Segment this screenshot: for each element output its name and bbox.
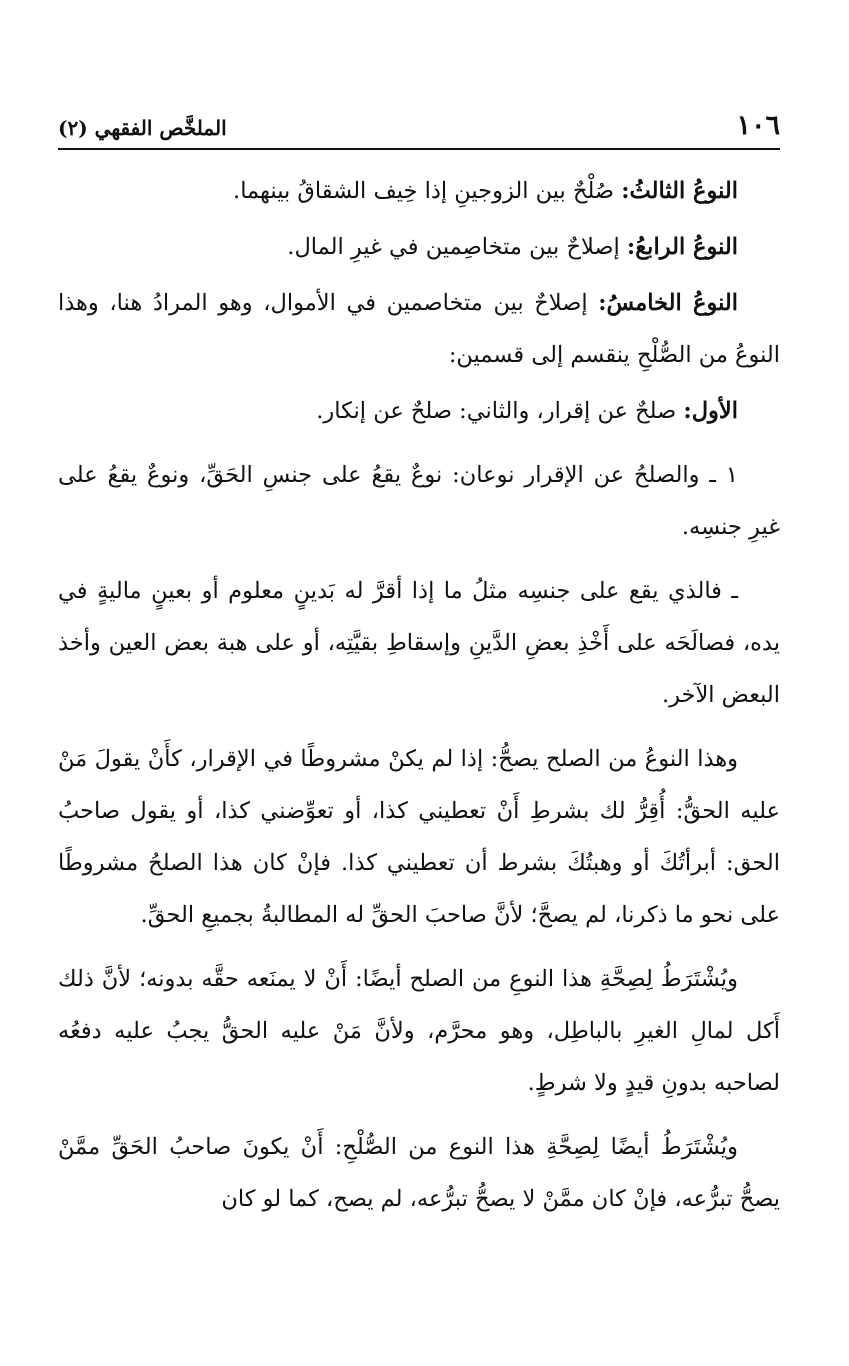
paragraph-lead: النوعُ الثالثُ: [621,178,738,204]
paragraph-third-type [58,165,780,217]
paragraph-same-kind [58,565,780,721]
page-header [58,110,780,150]
running-title: الملخَّص الفقهي (٢) [58,116,227,140]
paragraph-lead: الأول: [683,398,738,424]
paragraph-text: ١ ـ والصلحُ عن الإقرار نوعان: نوعٌ يقعُ على جنسِ الحَقِّ، ونوعٌ يقعُ على غيرِ جنسِه. [58,462,780,540]
paragraph-settlement-by-acknowledgment [58,449,780,553]
paragraph-text: صُلْحٌ بين الزوجينِ إذا خِيف الشقاقُ بينهما. [233,178,622,204]
paragraph-text: ويُشْتَرَطُ أيضًا لِصِحَّةِ هذا النوع من الصُّلْحِ: أَنْ يكونَ صاحبُ الحَقِّ ممَّنْ يصحُّ تبرُّعه، فإنْ كان ممَّنْ لا يصحُّ تبرُّعه، لم يصح، كما لو كان [58,1134,780,1212]
page-number: ١٠٦ [736,110,780,141]
paragraph-text: صلحٌ عن إقرار، والثاني: صلحٌ عن إنكار. [316,398,684,424]
paragraph-text: ـ فالذي يقع على جنسِه مثلُ ما إذا أقرَّ له بَدينٍ معلوم أو بعينٍ ماليةٍ في يده، فصالَحَه على أَخْذِ بعضِ الدَّينِ وإسقاطِ بقيَّتِه، أو على هبة بعض العين وأخذ البعض الآخر. [58,578,780,708]
page-body [58,165,780,1237]
paragraph-fifth-type [58,277,780,381]
paragraph-lead: النوعُ الخامسُ: [598,290,738,316]
paragraph-validity-condition [58,733,780,941]
paragraph-text: إصلاحٌ بين متخاصمين في الأموال، وهو المرادُ هنا، وهذا النوعُ من الصُّلْحِ ينقسم إلى قسمين: [58,290,780,368]
paragraph-third-condition [58,1121,780,1225]
paragraph-lead: النوعُ الرابعُ: [626,234,738,260]
paragraph-second-condition [58,953,780,1109]
paragraph-two-sections [58,385,780,437]
paragraph-text: إصلاحٌ بين متخاصِمين في غيرِ المال. [287,234,627,260]
paragraph-fourth-type [58,221,780,273]
paragraph-text: ويُشْتَرَطُ لِصِحَّةِ هذا النوعِ من الصلح أيضًا: أَنْ لا يمنَعه حقَّه بدونه؛ لأنَّ ذلك أَكل لمالِ الغيرِ بالباطِل، وهو محرَّم، ولأنَّ مَنْ عليه الحقُّ يجبُ عليه دفعُه لصاحبه بدونِ قيدٍ ولا شرطٍ. [58,966,780,1096]
paragraph-text: وهذا النوعُ من الصلح يصحُّ: إذا لم يكنْ مشروطًا في الإقرار، كأَنْ يقولَ مَنْ عليه الحقُّ: أُقِرُّ لك بشرطِ أَنْ تعطيني كذا، أو تعوِّضني كذا، أو يقول صاحبُ الحق: أبرأتُكَ أو وهبتُكَ بشرط أن تعطيني كذا. فإنْ كان هذا الصلحُ مشروطًا على نحو ما ذكرنا، لم يصحَّ؛ لأنَّ صاحبَ الحقِّ له المطالبةُ بجميعِ الحقِّ. [58,746,780,928]
